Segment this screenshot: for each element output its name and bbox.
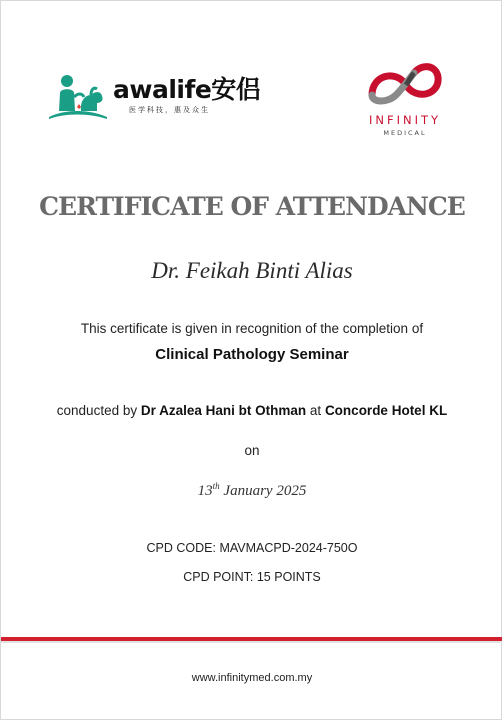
event-date — [1, 481, 502, 500]
recipient-name: Dr. Feikah Binti Alias — [151, 258, 353, 283]
cpd-code: CPD CODE: MAVMACPD-2024-750O — [146, 541, 358, 555]
awalife-tagline: 医学科技，惠及众生 — [129, 106, 210, 114]
infinity-brand-name: INFINITY — [368, 113, 442, 127]
event-name: Clinical Pathology Seminar — [155, 346, 349, 363]
at-text: at — [309, 403, 322, 418]
conducted-prefix: conducted by — [56, 403, 138, 418]
recognition-text: This certificate is given in recognition of the completion of — [80, 321, 424, 336]
speaker-name: Dr Azalea Hani bt Othman — [140, 403, 307, 418]
cpd-point: CPD POINT: 15 POINTS — [183, 570, 321, 584]
footer-website[interactable]: www.infinitymed.com.my — [191, 672, 313, 684]
on-text: on — [244, 443, 260, 458]
conducted-by-line — [1, 403, 502, 418]
infinity-medical-logo — [353, 59, 457, 141]
venue-name: Concorde Hotel KL — [324, 403, 448, 418]
awalife-mark-icon — [47, 71, 109, 121]
date-suffix: th — [212, 481, 220, 491]
date-month-year: January 2025 — [223, 483, 307, 499]
infinity-brand-sub: MEDICAL — [383, 129, 427, 137]
certificate-title: CERTIFICATE OF ATTENDANCE — [39, 192, 465, 221]
awalife-brand-name: awalife安侣 — [113, 75, 261, 104]
footer-divider-grey — [1, 641, 502, 643]
awalife-logo — [47, 71, 261, 123]
infinity-mark-icon — [366, 59, 444, 111]
date-day: 13 — [197, 483, 213, 499]
